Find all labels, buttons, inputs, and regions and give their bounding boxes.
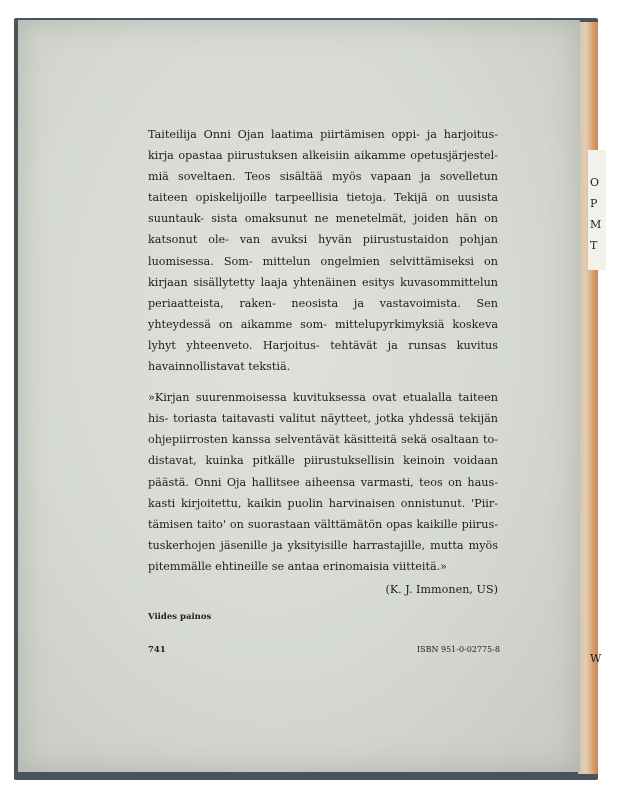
text-line: neosista ja vastavoimista. Sen yhteydessä on aikamme som-: [148, 296, 498, 331]
text-line: toriasta taitavasti valitut näytteet, jotka yhdessä tekijän: [173, 412, 498, 426]
text-line: tehtävät ja runsas kuvitus havainnollistavat tekstiä.: [148, 338, 499, 374]
text-line: kasti kirjoitettu, kaikin puolin harvinaisen onnistunut. 'Piir-: [148, 496, 498, 510]
text-line: ohjepiirrosten kanssa selventävät käsitteitä sekä osaltaan to-: [148, 433, 498, 447]
print-code: 741: [148, 645, 166, 655]
isbn-number: ISBN 951-0-02775-8: [416, 645, 500, 654]
quote-attribution: (K. J. Immonen, US): [385, 582, 498, 596]
text-line: päästä. Onni Oja hallitsee aiheensa varmasti, teos on haus-: [148, 475, 498, 489]
text-line: kirja opastaa piirustuksen alkeisiin aikamme opetusjärjestel-: [148, 149, 498, 163]
flap-paper-label: [588, 150, 606, 270]
text-line: mittelun ongelmien selvittämiseksi on kirjaan sisällytetty: [148, 254, 499, 289]
blurb-text: [148, 124, 498, 600]
flap-letter-1: O: [590, 176, 600, 189]
edition-label: Viides painos: [148, 612, 212, 622]
text-line: Taiteilija Onni Ojan laatima piirtämisen oppi- ja harjoitus-: [148, 128, 498, 141]
description-paragraph: [148, 124, 498, 377]
text-line: van avuksi hyvän piirustustaidon pohjan luomisessa. Som-: [148, 233, 499, 268]
text-line: laaja yhtenäinen esitys kuvasommittelun periaatteista, raken-: [148, 275, 498, 310]
text-line: opiskelijoille tarpeellisia tietoja. Tekijä on uusista suuntauk-: [148, 191, 498, 226]
flap-letter-5: W: [590, 652, 602, 665]
text-line: sista omaksunut ne menetelmät, joiden hän on katsonut ole-: [148, 212, 499, 247]
text-line: pitemmälle ehtineille se antaa erinomaisia viitteitä.»: [148, 559, 448, 573]
text-line: tuskerhojen jäsenille ja yksityisille harrastajille, mutta myös: [148, 538, 498, 552]
text-line: mittelupyrkimyksiä koskeva lyhyt yhteenveto. Harjoitus-: [148, 317, 499, 352]
flap-letter-4: T: [590, 239, 598, 252]
text-line: distavat, kuinka pitkälle piirustuksellisin keinoin voidaan: [148, 454, 498, 468]
flap-letter-2: P: [590, 197, 598, 210]
text-line: »Kirjan suurenmoisessa kuvituksessa ovat etualalla taiteen his-: [148, 391, 498, 426]
text-line: miä soveltaen. Teos sisältää myös vapaan ja sovelletun taiteen: [148, 170, 498, 205]
flap-letter-3: M: [590, 218, 602, 231]
review-quote: [148, 387, 498, 577]
text-line: tämisen taito' on suorastaan välttämätön opas kaikille piirus-: [148, 517, 498, 531]
